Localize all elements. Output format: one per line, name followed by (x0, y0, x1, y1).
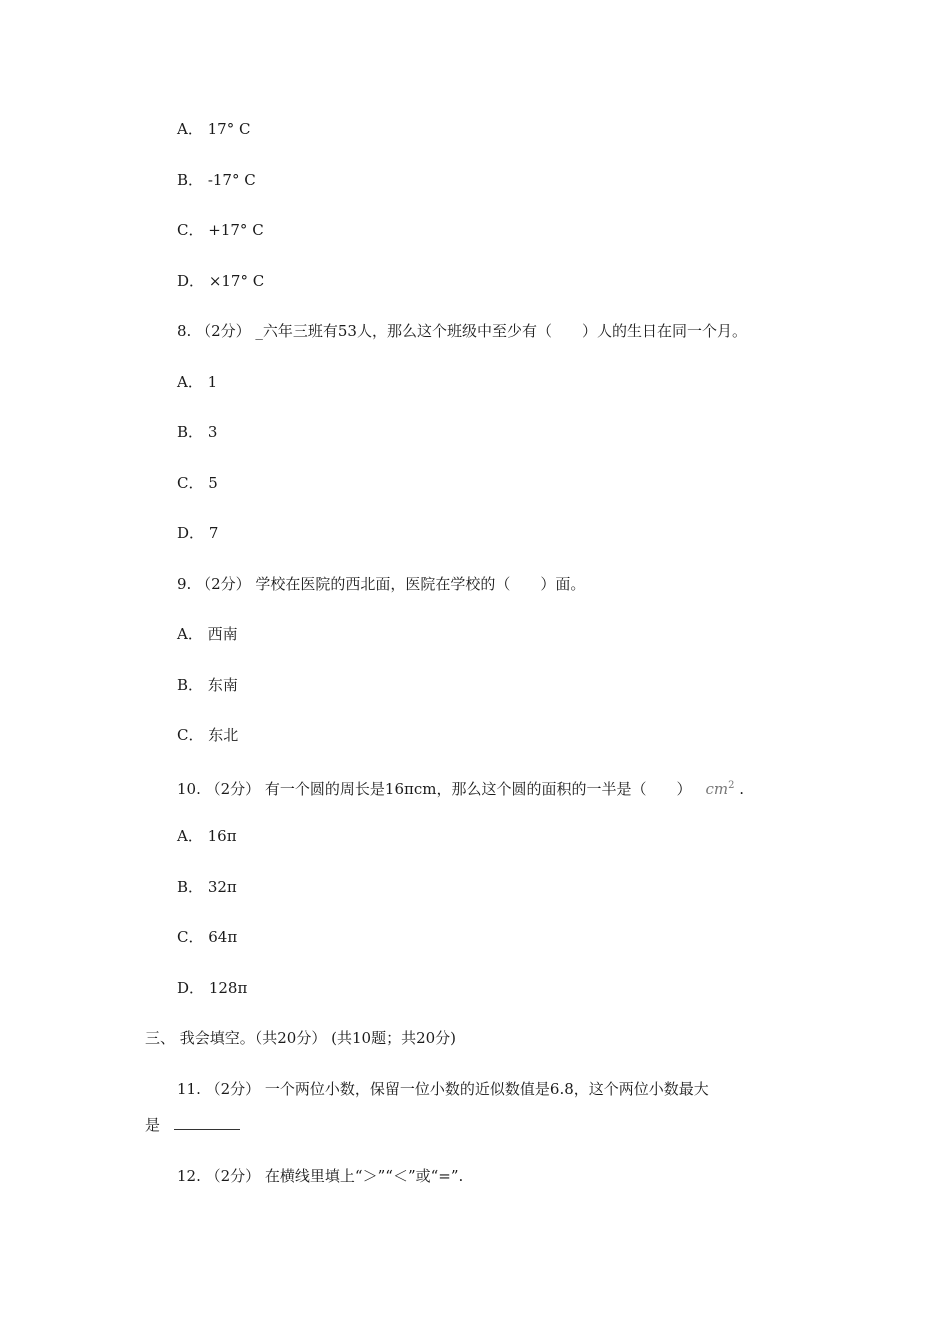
option-text: -17° C (207, 171, 256, 189)
option-text: 64π (208, 928, 238, 946)
q8-option-d (177, 523, 218, 543)
option-text: 17° C (207, 120, 251, 138)
option-text: +17° C (208, 221, 264, 239)
option-label: A． (177, 120, 203, 138)
q7-option-a (177, 119, 250, 139)
option-text: 5 (208, 474, 218, 492)
q11-line2-text: 是 (145, 1116, 161, 1134)
option-label: B． (177, 423, 204, 441)
q8-stem: 8. （2分） _六年三班有53人，那么这个班级中至少有（ ）人的生日在同一个月。 (177, 322, 747, 340)
option-label: A． (177, 827, 203, 845)
option-text: 东南 (207, 676, 238, 694)
option-label: C． (177, 474, 204, 492)
q7-option-c (177, 220, 264, 240)
option-text: 32π (207, 878, 237, 896)
option-label: D． (177, 272, 205, 290)
q9-option-c (177, 725, 238, 745)
q11-answer-blank[interactable] (174, 1117, 240, 1130)
q10-stem (177, 776, 744, 799)
unit-text: cm (705, 780, 729, 798)
option-label: D． (177, 524, 205, 542)
option-label: D． (177, 979, 205, 997)
option-label: B． (177, 878, 204, 896)
option-text: 3 (207, 423, 218, 441)
q8-option-a (177, 372, 217, 392)
q10-text: 10. （2分） 有一个圆的周长是16πcm，那么这个圆的面积的一半是（ ） (177, 780, 692, 798)
option-label: C． (177, 221, 204, 239)
unit-exponent: 2 (728, 780, 735, 791)
q7-option-b (177, 170, 256, 190)
q8-option-b (177, 422, 217, 442)
option-label: C． (177, 726, 204, 744)
q10-option-b (177, 877, 237, 897)
q9-option-a (177, 624, 238, 644)
option-text: 7 (208, 524, 219, 542)
option-label: C． (177, 928, 204, 946)
q10-option-a (177, 826, 237, 846)
option-label: A． (177, 625, 203, 643)
section-3-title: 三、 我会填空。（共20分） (共10题；共20分) (145, 1029, 457, 1047)
option-label: B． (177, 171, 204, 189)
q9-stem: 9. （2分） 学校在医院的西北面，医院在学校的（ ）面。 (177, 575, 586, 593)
option-text: 西南 (207, 625, 238, 643)
q7-option-d (177, 271, 264, 291)
q8-option-c (177, 473, 218, 493)
q12-stem: 12. （2分） 在横线里填上“＞”“＜”或“=”. (177, 1167, 464, 1185)
q10-option-d (177, 978, 247, 998)
option-text: 1 (207, 373, 218, 391)
q10-tail: . (734, 780, 745, 798)
q9-option-b (177, 675, 238, 695)
option-text: 128π (208, 979, 248, 997)
option-text: 16π (207, 827, 237, 845)
unit-cm-squared (706, 780, 735, 798)
option-label: B． (177, 676, 204, 694)
q10-option-c (177, 927, 237, 947)
q11-stem-line1: 11. （2分） 一个两位小数，保留一位小数的近似数值是6.8，这个两位小数最大 (177, 1080, 709, 1098)
option-text: ×17° C (208, 272, 265, 290)
option-text: 东北 (208, 726, 239, 744)
option-label: A． (177, 373, 203, 391)
q11-stem-line2 (145, 1115, 240, 1135)
